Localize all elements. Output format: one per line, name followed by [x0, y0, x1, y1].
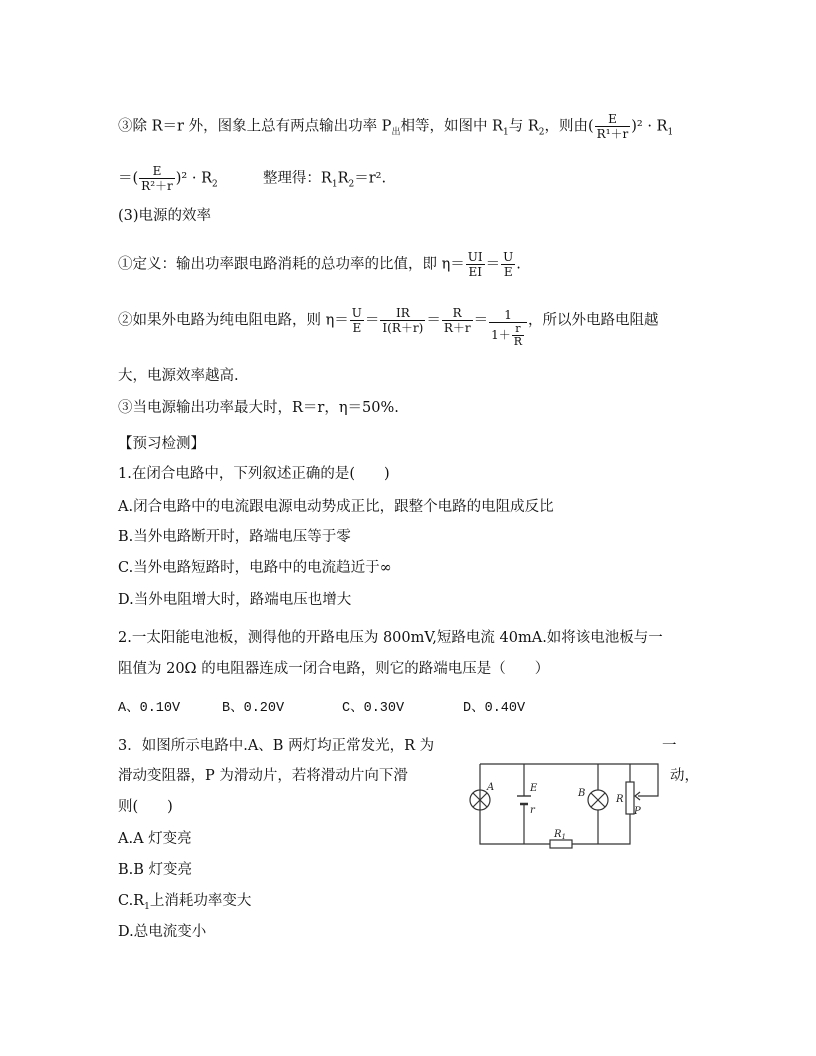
fraction-denominator: I(R＋r)	[382, 321, 424, 335]
text: )² · R	[631, 118, 668, 135]
fraction-denominator: R＋r	[443, 321, 471, 335]
question-option: A.A 灯变亮	[118, 831, 192, 847]
subscript: 1	[144, 901, 150, 912]
subscript: 2	[211, 179, 218, 190]
question-option: D.当外电阻增大时，路端电压也增大	[118, 592, 352, 608]
question-option: B.当外电路断开时，路端电压等于零	[118, 529, 351, 545]
fraction	[442, 306, 473, 335]
text: ＝(	[118, 170, 139, 187]
text: 相等，如图中 R	[400, 118, 503, 135]
fraction	[595, 112, 631, 141]
subscript: 出	[391, 127, 401, 138]
question-option: D、0.40V	[463, 701, 526, 716]
slider-label: P	[634, 806, 641, 817]
fraction-denominator: EI	[468, 265, 482, 279]
text: ＝r².	[354, 170, 387, 187]
text-line: 大，电源效率越高.	[118, 368, 239, 384]
fraction	[501, 250, 515, 279]
text: ＝	[485, 256, 501, 273]
question-option: A.闭合电路中的电流跟电源电动势成正比，跟整个电路的电阻成反比	[118, 499, 554, 515]
slider-wire	[638, 764, 658, 796]
rheostat-icon	[626, 782, 634, 814]
fraction-denominator: E	[503, 265, 513, 279]
subscript: 1	[502, 127, 509, 138]
fraction-numerator: E	[595, 112, 631, 127]
fraction-numerator: 1	[489, 308, 527, 323]
text: 整理得：R	[262, 170, 332, 187]
resistor-label: $R_1$	[554, 829, 566, 841]
text: ，则由(	[544, 118, 594, 135]
lamp-b-label: B	[578, 788, 586, 799]
lamp-a-label: A	[487, 782, 495, 793]
question-stem: 滑动变阻器，P 为滑动片，若将滑动片向下滑	[118, 768, 408, 784]
question-stem: 3．如图所示电路中.A、B 两灯均正常发光，R 为	[118, 738, 435, 754]
text: ＝	[473, 312, 489, 329]
subscript: 1	[331, 179, 338, 190]
subscript: 2	[348, 179, 355, 190]
question-option: B、0.20V	[222, 701, 285, 716]
question-option: A、0.10V	[118, 701, 181, 716]
fraction-denominator: R¹＋r	[596, 127, 629, 141]
subscript: 1	[667, 127, 674, 138]
text-line: ③当电源输出功率最大时，R＝r，η＝50%.	[118, 400, 399, 416]
fraction-denominator: 1＋ $\frac{r}{R}$	[491, 321, 523, 348]
question-option: B.B 灯变亮	[118, 862, 193, 878]
fraction	[466, 250, 485, 279]
text: .	[516, 256, 521, 273]
emf-label: E	[530, 783, 538, 794]
question-stem: 1.在闭合电路中，下列叙述正确的是( )	[118, 466, 390, 482]
section-heading: 【预习检测】	[118, 436, 205, 452]
text: ＝	[364, 312, 380, 329]
fraction-numerator: R	[442, 306, 473, 321]
text: ，所以外电路电阻越	[528, 312, 659, 329]
rheostat-label: R	[616, 794, 624, 805]
fraction-numerator: UI	[467, 250, 483, 264]
text-line	[118, 112, 673, 142]
text-line: ＝( $\frac{E}{\text{R²＋r}}$ )$^2 \cdot R_2$ 整理得：$R_1R_2=r^2$.	[118, 164, 387, 193]
question-option: C.当外电路短路时，电路中的电流趋近于∞	[118, 560, 392, 576]
fraction	[380, 306, 425, 335]
text: ①定义：输出功率跟电路消耗的总功率的比值，即 η＝	[118, 256, 465, 273]
text-line	[118, 306, 659, 348]
fraction-denominator: R	[513, 334, 523, 348]
question-option: D.总电流变小	[118, 924, 207, 940]
fraction	[350, 306, 364, 335]
question-stem: 阻值为 20Ω 的电阻器连成一闭合电路，则它的路端电压是（ ）	[118, 661, 550, 677]
question-stem: 2.一太阳能电池板，测得他的开路电压为 800mV,短路电流 40mA.如将该电池板与一	[118, 630, 663, 646]
question-stem: 则( )	[118, 799, 173, 815]
text: 与 R	[508, 118, 539, 135]
fraction-numerator: U	[503, 250, 514, 264]
question-stem: 一	[662, 738, 677, 754]
fraction-numerator: E	[139, 164, 175, 179]
text: ＝	[426, 312, 441, 329]
fraction-numerator: r	[512, 323, 524, 336]
text-line	[118, 250, 521, 279]
wire	[480, 764, 550, 844]
question-option: C、0.30V	[342, 701, 405, 716]
text: 上消耗功率变大	[149, 893, 252, 909]
wire	[572, 814, 630, 844]
section-heading: (3)电源的效率	[118, 208, 212, 224]
fraction	[489, 308, 527, 348]
fraction	[139, 164, 175, 193]
question-option	[118, 891, 251, 917]
resistor-r1-icon	[550, 840, 572, 848]
fraction-numerator: IR	[380, 306, 425, 321]
fraction-denominator: R²＋r	[141, 179, 173, 193]
text: ③除 R＝r 外，图象上总有两点输出功率 P	[118, 118, 392, 135]
circuit-diagram	[462, 756, 662, 856]
subscript: 2	[538, 127, 545, 138]
text: ②如果外电路为纯电阻电路，则 η＝	[118, 312, 349, 329]
text: )² · R	[175, 170, 212, 187]
question-stem: 动，	[670, 768, 699, 784]
fraction-numerator: U	[351, 306, 362, 320]
internal-r-label: r	[530, 805, 535, 816]
fraction-denominator: E	[352, 321, 362, 335]
text: C.R	[118, 893, 145, 909]
